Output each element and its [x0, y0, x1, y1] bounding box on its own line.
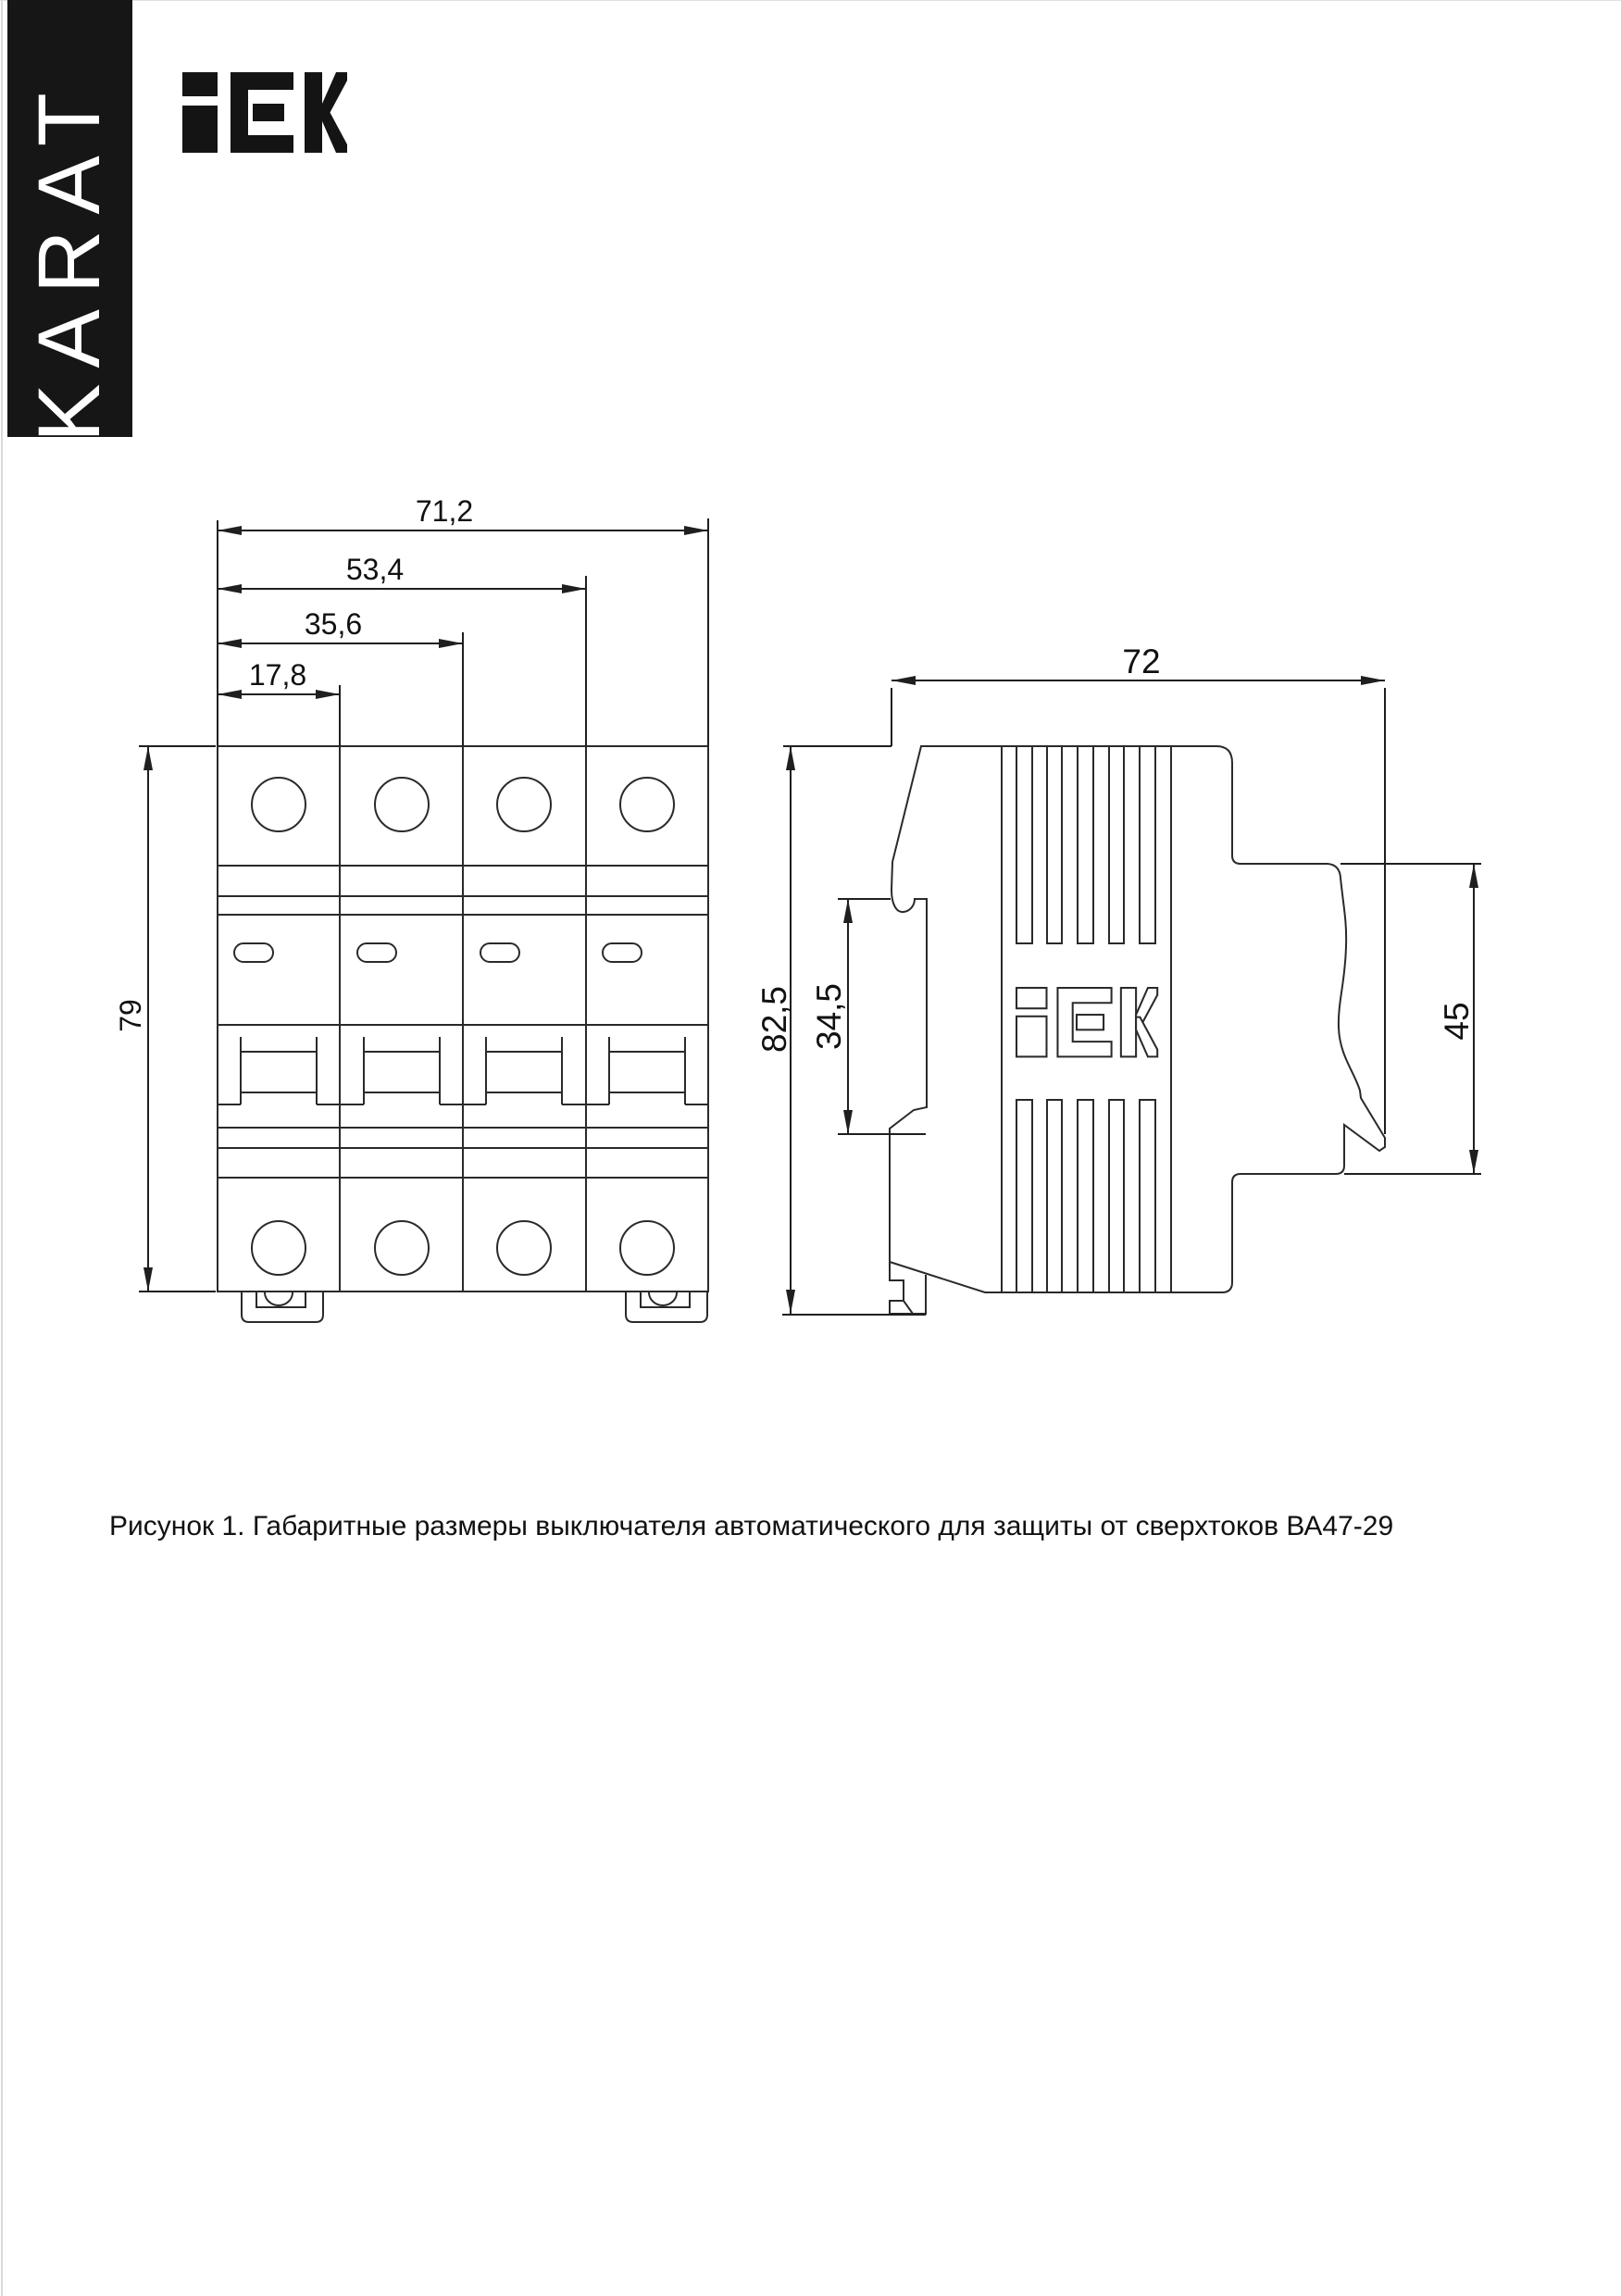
toggle-handle: [586, 1037, 708, 1104]
terminal-screw: [252, 778, 305, 831]
iek-logo-glyphs: [182, 72, 347, 153]
dim-label-rail: 34,5: [810, 982, 848, 1051]
terminal-screw: [497, 778, 551, 831]
din-foot-detail: [904, 1301, 913, 1314]
front-view: [114, 494, 708, 1322]
iek-logo-embossed: [1016, 988, 1157, 1056]
dim-label-width-3: 53,4: [345, 553, 405, 586]
dim-label-width-total: 71,2: [415, 494, 474, 528]
din-foot-profile: [890, 862, 927, 1314]
iek-logo: [182, 72, 347, 153]
toggle-handle: [218, 1037, 340, 1104]
page-top-edge-line: [0, 0, 1621, 1]
side-view: [755, 643, 1481, 1315]
toggle-handle: [463, 1037, 586, 1104]
terminal-screw: [375, 1221, 429, 1275]
dim-label-height-total: 82,5: [755, 985, 793, 1054]
din-clip-front: [626, 1292, 707, 1322]
din-clip-front: [242, 1292, 323, 1322]
vent-ribs-bottom: [1016, 1100, 1155, 1292]
brand-banner: [7, 0, 132, 443]
marking-slot: [357, 943, 396, 962]
marking-slot: [603, 943, 642, 962]
terminal-screw: [620, 778, 674, 831]
vent-ribs-top: [1016, 746, 1155, 943]
figure-caption: Рисунок 1. Габаритные размеры выключателя автоматического для защиты от сверхтоков ВА47-29: [109, 1511, 1394, 1541]
front-dimensions: [114, 494, 708, 1292]
terminal-screw: [252, 1221, 305, 1275]
terminal-screw: [620, 1221, 674, 1275]
terminal-screw: [497, 1221, 551, 1275]
marking-slot: [480, 943, 519, 962]
dimension-drawing: [0, 481, 1621, 1407]
terminal-screw: [375, 778, 429, 831]
dim-label-width-2: 35,6: [304, 607, 363, 641]
dim-label-depth: 72: [1122, 643, 1161, 680]
toggle-handle: [340, 1037, 463, 1104]
dim-label-front: 45: [1438, 1002, 1476, 1041]
dim-label-width-1: 17,8: [248, 658, 307, 692]
marking-slot: [234, 943, 273, 962]
dim-label-height: 79: [114, 999, 147, 1032]
side-dimensions: [755, 643, 1481, 1315]
brand-banner-text: KARAT: [20, 76, 118, 443]
